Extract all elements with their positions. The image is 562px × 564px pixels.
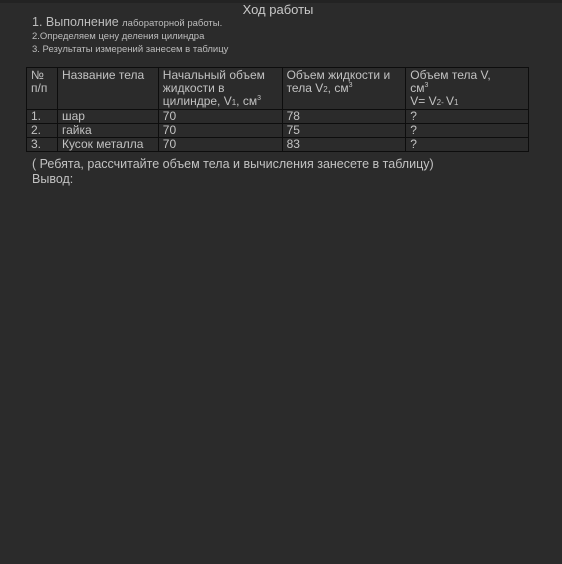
cell-number: 1. <box>27 110 58 124</box>
header-body-name: Название тела <box>57 68 158 110</box>
header-v-cube: 3 <box>424 82 429 89</box>
header-v1-text: Начальный объем жидкости в цилиндре, V <box>162 68 265 108</box>
cell-liquid-and-body-volume: 75 <box>282 124 406 138</box>
step-1 <box>32 16 228 30</box>
step-3: 3. Результаты измерений занесем в таблицу <box>32 44 229 55</box>
header-v1-cube: 3 <box>257 95 261 102</box>
table-header-row <box>27 68 529 110</box>
header-v2-unit: , см <box>327 81 349 95</box>
cell-body-name: гайка <box>57 124 158 138</box>
header-v1-sub: 1 <box>231 98 237 107</box>
cell-liquid-and-body-volume: 78 <box>282 110 406 124</box>
step-1-main: 1. Выполнение <box>32 15 119 29</box>
header-liquid-and-body-volume <box>282 68 406 110</box>
header-number <box>27 68 58 110</box>
header-v1-unit: , см <box>236 94 258 108</box>
header-formula-b: V <box>446 94 455 108</box>
header-body-volume <box>406 68 529 110</box>
cell-body-volume: ? <box>406 110 529 124</box>
header-v2-cube: 3 <box>348 82 353 89</box>
header-number-line2: п/п <box>31 81 48 95</box>
page-title: Ход работы <box>242 2 314 17</box>
header-v2-sub: 2 <box>323 85 328 94</box>
header-v2-text: Объем жидкости и тела V <box>286 68 391 95</box>
table-row <box>27 138 529 152</box>
cell-body-volume: ? <box>406 138 529 152</box>
header-formula-sub-b: 1 <box>454 98 459 107</box>
cell-initial-volume: 70 <box>158 124 282 138</box>
instruction-note: ( Ребята, рассчитайте объем тела и вычисления занесете в таблицу) <box>32 157 434 171</box>
conclusion-label: Вывод: <box>32 172 74 186</box>
cell-body-volume: ? <box>406 124 529 138</box>
table-row <box>27 124 529 138</box>
cell-liquid-and-body-volume: 83 <box>282 138 406 152</box>
cell-body-name: шар <box>57 110 158 124</box>
cell-initial-volume: 70 <box>158 138 282 152</box>
cell-body-name: Кусок металла <box>57 138 158 152</box>
header-v-unit: см <box>410 81 425 95</box>
header-formula-a: V= V <box>410 94 437 108</box>
step-1-small: лабораторной работы. <box>122 18 223 29</box>
cell-initial-volume: 70 <box>158 110 282 124</box>
header-initial-volume <box>158 68 282 110</box>
results-table <box>26 67 529 152</box>
table-row <box>27 110 529 124</box>
cell-number: 3. <box>27 138 58 152</box>
header-formula-minus: - <box>441 98 446 107</box>
header-number-line1: № <box>31 68 44 82</box>
step-2: 2.Определяем цену деления цилиндра <box>32 31 205 42</box>
cell-number: 2. <box>27 124 58 138</box>
header-formula-sub-a: 2 <box>436 98 442 107</box>
procedure-steps <box>32 16 228 56</box>
header-v-text: Объем тела V, <box>410 68 491 82</box>
